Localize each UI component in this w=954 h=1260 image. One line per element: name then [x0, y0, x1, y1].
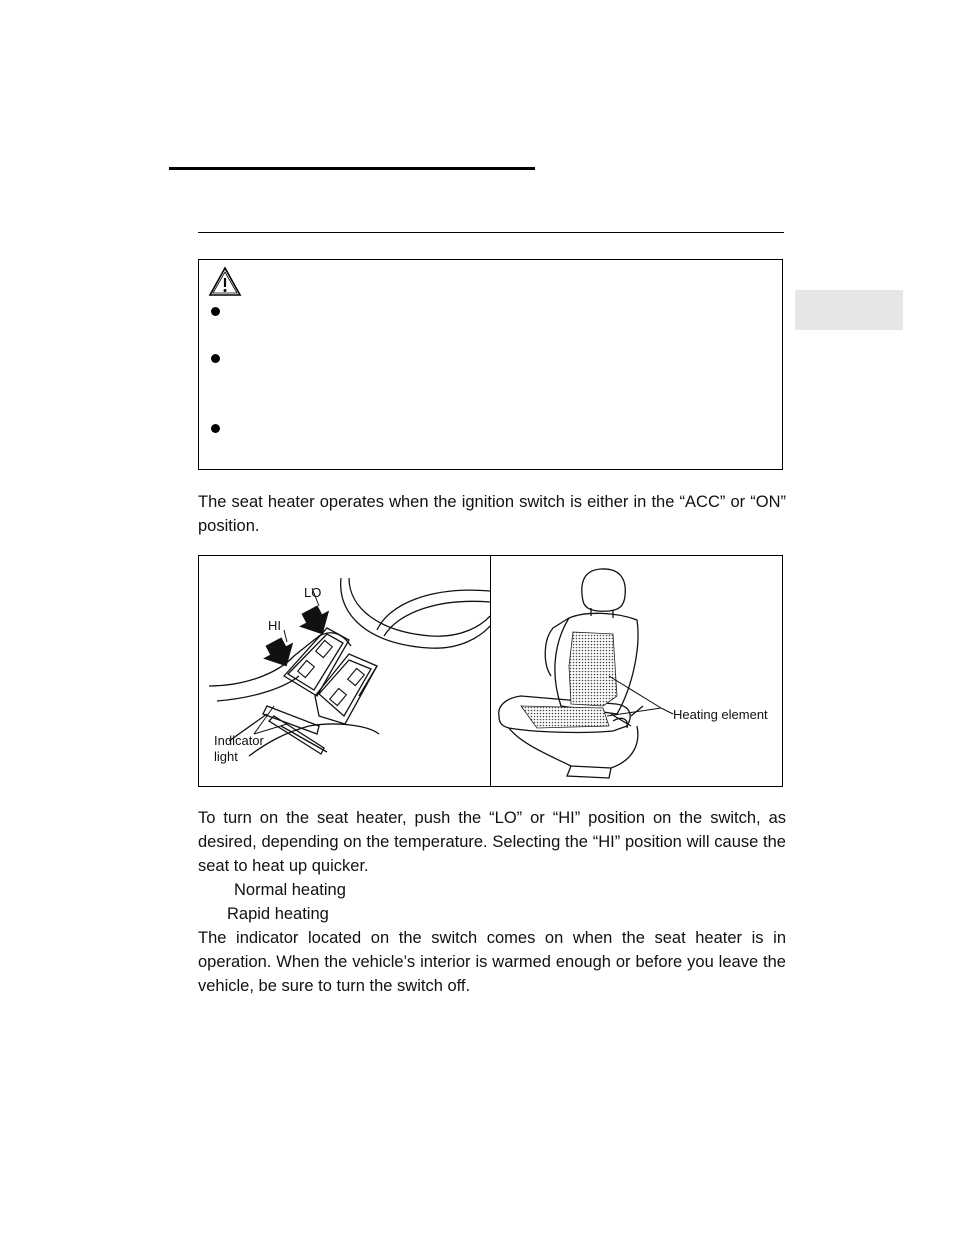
warning-triangle-icon [208, 266, 242, 298]
warning-box [198, 259, 783, 470]
seat-heater-figure [198, 555, 783, 787]
indicator-label-line2: light [214, 749, 238, 764]
lo-mode-text: Normal heating [234, 881, 346, 899]
chapter-side-tab [795, 290, 903, 330]
bullet-dot-icon [211, 424, 220, 433]
intro-paragraph: The seat heater operates when the ignition switch is either in the “ACC” or “ON” position. [198, 493, 786, 535]
hi-mode-text: Rapid heating [227, 905, 329, 923]
seat-illustration [491, 556, 782, 786]
heating-element-label: Heating element [673, 707, 768, 722]
switch-illustration [199, 556, 490, 786]
turn-on-paragraph: To turn on the seat heater, push the “LO” or “HI” position on the switch, as desired, depending on the temperature. Selecting the “HI” position will cause the seat to heat up quicker. [198, 809, 786, 875]
indicator-paragraph: The indicator located on the switch comes on when the seat heater is in operation. When the vehicle’s interior is warmed enough or before you leave the vehicle, be sure to turn the switch off. [198, 929, 786, 995]
lo-label: LO [304, 585, 322, 600]
bullet-dot-icon [211, 307, 220, 316]
indicator-label-line1: Indicator [214, 733, 264, 748]
section-title-rule [169, 167, 535, 170]
bullet-dot-icon [211, 354, 220, 363]
subsection-rule [198, 232, 784, 233]
hi-label: HI [268, 618, 281, 633]
